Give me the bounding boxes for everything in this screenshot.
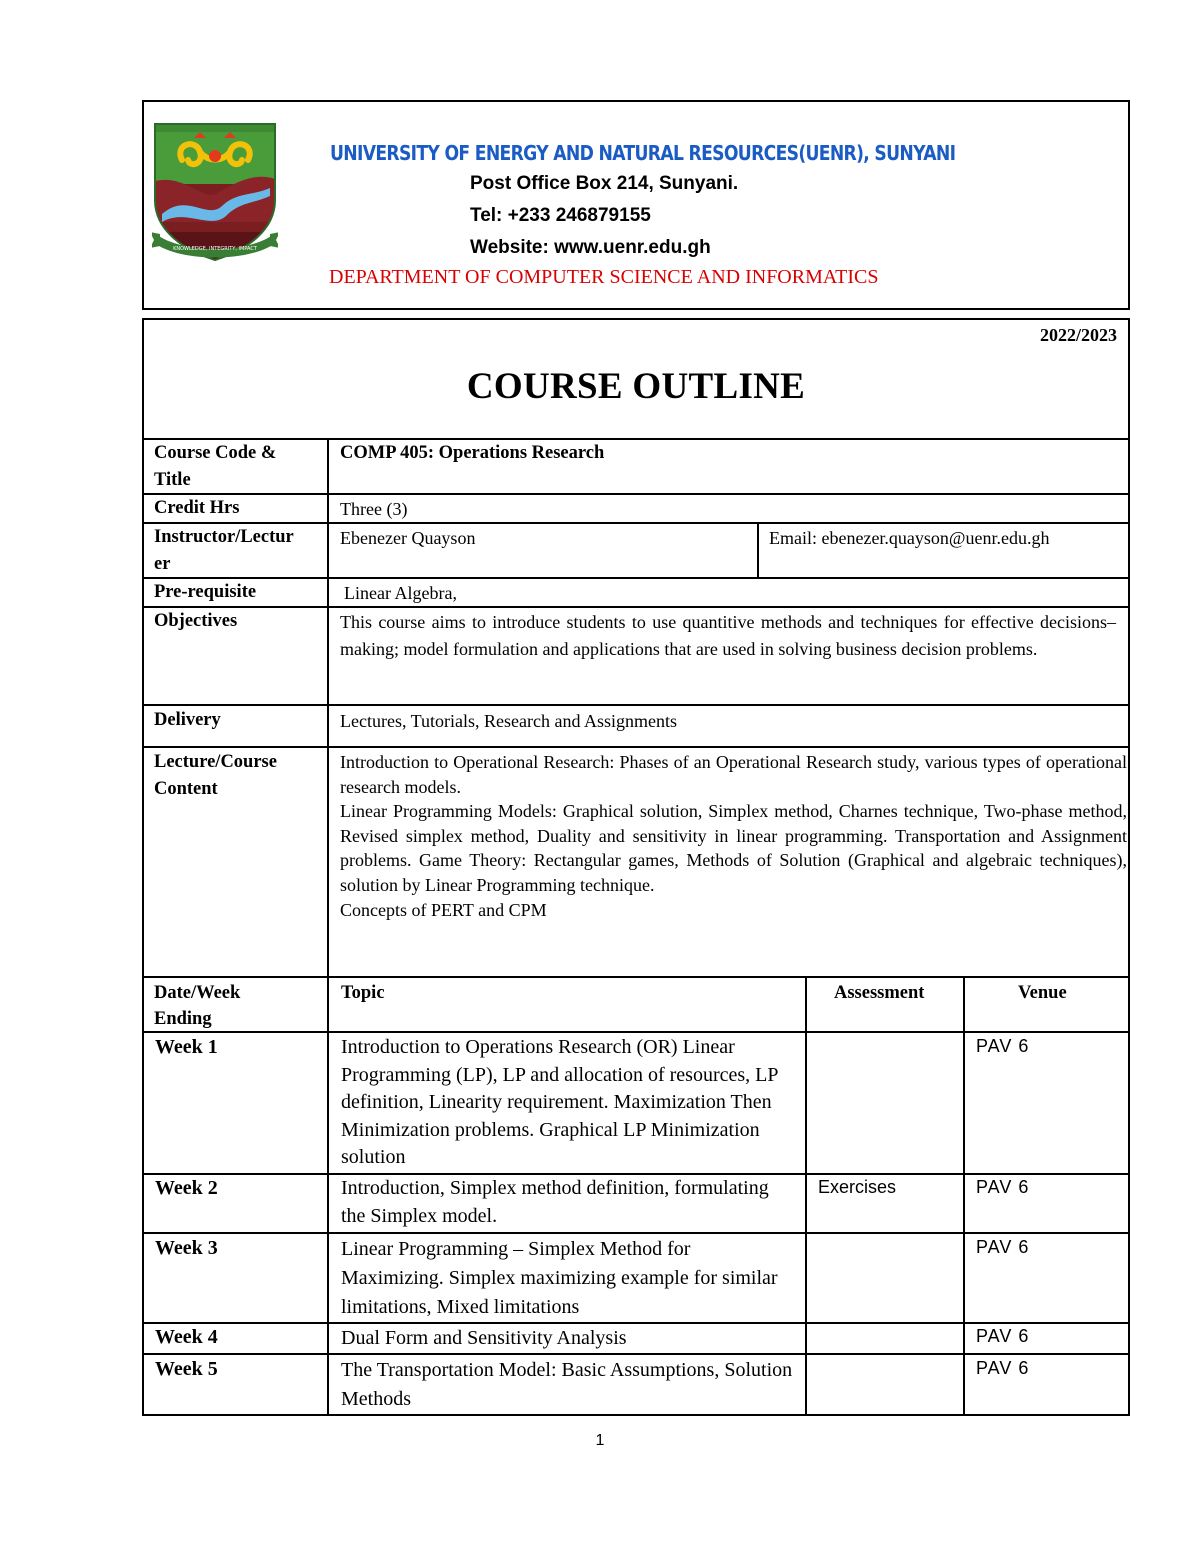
week-venue: PAV 6	[976, 1326, 1030, 1346]
week-topic: Introduction to Operations Research (OR) Linear Programming (LP), LP and allocation of resources, LP definition, Linearity requirement. Maximization Then Minimization problems. Graphical LP Minimization solution	[341, 1036, 778, 1168]
postal-address: Post Office Box 214, Sunyani.	[470, 173, 739, 194]
university-name: UNIVERSITY OF ENERGY AND NATURAL RESOURCES(UENR), SUNYANI	[330, 141, 956, 165]
week-topic: Linear Programming – Simplex Method for Maximizing. Simplex maximizing example for similar limitations, Mixed limitations	[341, 1238, 778, 1318]
course-code-value: COMP 405: Operations Research	[340, 443, 605, 463]
instructor-value: Ebenezer Quayson	[340, 528, 476, 548]
department-name: DEPARTMENT OF COMPUTER SCIENCE AND INFORMATICS	[329, 266, 879, 288]
week-topic: Dual Form and Sensitivity Analysis	[341, 1327, 627, 1349]
telephone: Tel: +233 246879155	[470, 205, 651, 226]
credit-hours-value: Three (3)	[340, 499, 408, 519]
week-label: Week 5	[155, 1358, 218, 1380]
week-topic: The Transportation Model: Basic Assumptions, Solution Methods	[341, 1359, 793, 1410]
uenr-crest-logo	[152, 122, 278, 262]
prerequisite-label: Pre-requisite	[154, 582, 257, 602]
week-label: Week 1	[155, 1036, 218, 1058]
credit-hours-label: Credit Hrs	[154, 498, 240, 518]
week-label: Week 3	[155, 1237, 218, 1259]
delivery-label: Delivery	[154, 710, 221, 730]
week-topic: Introduction, Simplex method definition, formulating the Simplex model.	[341, 1177, 769, 1227]
week-venue: PAV 6	[976, 1177, 1030, 1197]
objectives-label: Objectives	[154, 611, 238, 631]
week-venue: PAV 6	[976, 1036, 1030, 1056]
instructor-label: Instructor/Lectur er	[154, 527, 294, 574]
objectives-value: This course aims to introduce students to use quantitive methods and techniques for effective decisions–making; model formulation and applications that are used in solving business decision problems.	[340, 612, 1116, 659]
week-venue: PAV 6	[976, 1237, 1030, 1257]
crest-motto: KNOWLEDGE, INTEGRITY, IMPACT	[173, 246, 257, 252]
website: Website: www.uenr.edu.gh	[470, 237, 711, 258]
delivery-value: Lectures, Tutorials, Research and Assignments	[340, 711, 677, 731]
instructor-email: Email: ebenezer.quayson@uenr.edu.gh	[769, 528, 1050, 548]
week-assessment: Exercises	[818, 1177, 897, 1197]
assessment-header: Assessment	[834, 983, 925, 1003]
prerequisite-value: Linear Algebra,	[344, 583, 457, 603]
document-title: COURSE OUTLINE	[466, 366, 806, 407]
week-venue: PAV 6	[976, 1358, 1030, 1378]
course-content-label: Lecture/Course Content	[154, 752, 277, 799]
topic-header: Topic	[341, 983, 385, 1003]
week-label: Week 2	[155, 1177, 218, 1199]
course-content-value: Introduction to Operational Research: Phases of an Operational Research study, various types of operational research models. Linear Programming Models: Graphical solution, Simplex method, Charnes technique, Two-phase method, Revised simplex method, Duality and sensitivity in linear programming. Transportation and Assignment problems. Game Theory: Rectangular games, Methods of Solution (Graphical and algebraic techniques), solution by Linear Programming technique. Concepts of PERT and CPM	[340, 752, 1127, 920]
course-code-label: Course Code & Title	[154, 443, 277, 490]
venue-header: Venue	[1018, 983, 1067, 1003]
week-label: Week 4	[155, 1326, 218, 1348]
date-week-header: Date/Week Ending	[154, 983, 241, 1029]
page-number: 1	[595, 1432, 605, 1449]
academic-year: 2022/2023	[1039, 325, 1117, 345]
